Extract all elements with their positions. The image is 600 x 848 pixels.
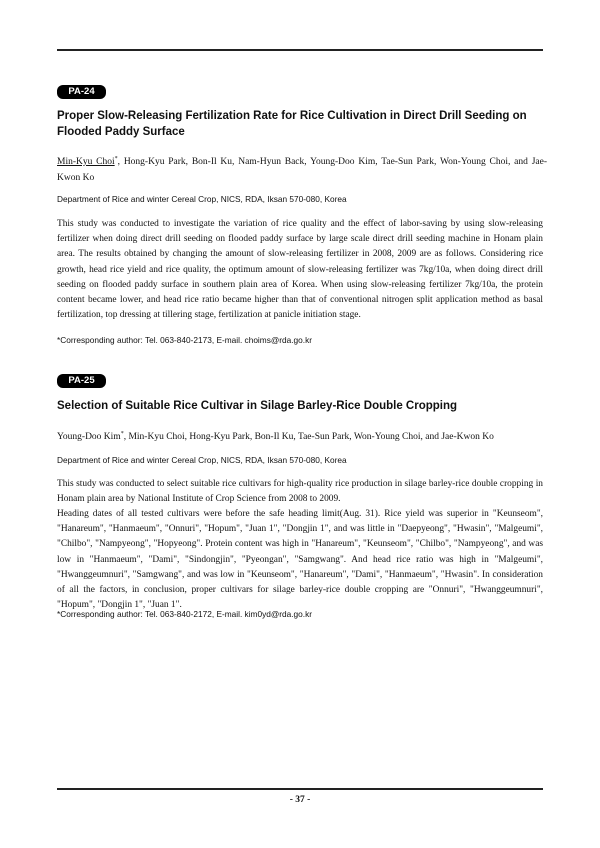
- corresponding-mark: *: [114, 156, 118, 162]
- article-code-badge: PA-24: [57, 85, 106, 99]
- article-code-badge: PA-25: [57, 374, 106, 388]
- corresponding-author: *Corresponding author: Tel. 063-840-2173, E-mail. choims@rda.go.kr: [57, 335, 313, 345]
- first-author: Young-Doo Kim: [57, 432, 121, 443]
- other-authors: , Hong-Kyu Park, Bon-Il Ku, Nam-Hyun Back, Young-Doo Kim, Tae-Sun Park, Won-Young Choi, and Jae-Kwon Ko: [57, 157, 547, 184]
- corresponding-mark: *: [120, 431, 124, 437]
- top-rule: [57, 49, 543, 51]
- author-list: [57, 426, 547, 445]
- abstract: This study was conducted to investigate the variation of rice quality and the effect of labor-saving by using slow-releasing fertilizer when doing direct drill seeding on flooded paddy surface by large scale direct drill seeding machine in Honam plain area. The results obtained by changing the amount of slow-releasing fertilizer in 2008, 2009 are as follows. Considering rice growth, head rice yield and rice quality, the optimum amount of slow-releasing fertilizer was 7kg/10a, when doing direct drill seeding on flooded paddy surface in southern plain area of Korea. When using slow-releasing fertilizer 7kg/10a, the protein content became lower, and head rice ratio became higher than that of conventional nitrogen split application method as basal fertilization, top dressing at tillering stage, fertilization at panicle initiation stage.: [57, 219, 543, 321]
- affiliation: Department of Rice and winter Cereal Crop, NICS, RDA, Iksan 570-080, Korea: [57, 455, 347, 465]
- page-number: - 37 -: [289, 795, 311, 805]
- affiliation: Department of Rice and winter Cereal Crop, NICS, RDA, Iksan 570-080, Korea: [57, 194, 347, 204]
- article-title: Selection of Suitable Rice Cultivar in Silage Barley-Rice Double Cropping: [57, 400, 458, 412]
- article-title: Proper Slow-Releasing Fertilization Rate for Rice Cultivation in Direct Drill Seeding on Flooded Paddy Surface: [57, 110, 527, 138]
- abstract-paragraph-2: Heading dates of all tested cultivars were before the safe heading limit(Aug. 31). Rice yield was superior in "Keunseom", "Hanareum", "Hanmaeum", "Onnuri", "Hopum", "Juan 1", "Dongjin 1", and was little in "Daepyeong", "Hwasin", "Malgeumi", "Chilbo", "Nampyeong", "Hopyeong". Protein content was high in "Hanareum", "Keunseom", "Chilbo", "Nampyeong", and was low in "Hanmaeum", "Dami", "Sindongjin", "Pyeongan", "Samgwang". And head rice ratio was high in "Malgeumi", "Hwanggeumnuri", "Samgwang", and was low in "Keunseom", "Hanareum", "Dami", "Hanmaeum", "Hwasin". In consideration of all the factors, in conclusion, proper cultivars for silage barley-rice double cropping are "Onnuri", "Hwanggeumnuri", "Hopum", "Dongjin 1", "Juan 1".: [57, 509, 543, 611]
- abstract-paragraph-1: This study was conducted to select suitable rice cultivars for high-quality rice production in silage barley-rice double cropping in Honam plain area by National Institute of Crop Science from 2008 to 2009.: [57, 479, 543, 505]
- author-list: [57, 151, 547, 186]
- other-authors: , Min-Kyu Choi, Hong-Kyu Park, Bon-Il Ku, Tae-Sun Park, Won-Young Choi, and Jae-Kwon Ko: [123, 432, 494, 443]
- corresponding-author: *Corresponding author: Tel. 063-840-2172, E-mail. kim0yd@rda.go.kr: [57, 609, 313, 619]
- first-author: Min-Kyu Choi: [57, 157, 115, 168]
- bottom-rule: [57, 788, 543, 790]
